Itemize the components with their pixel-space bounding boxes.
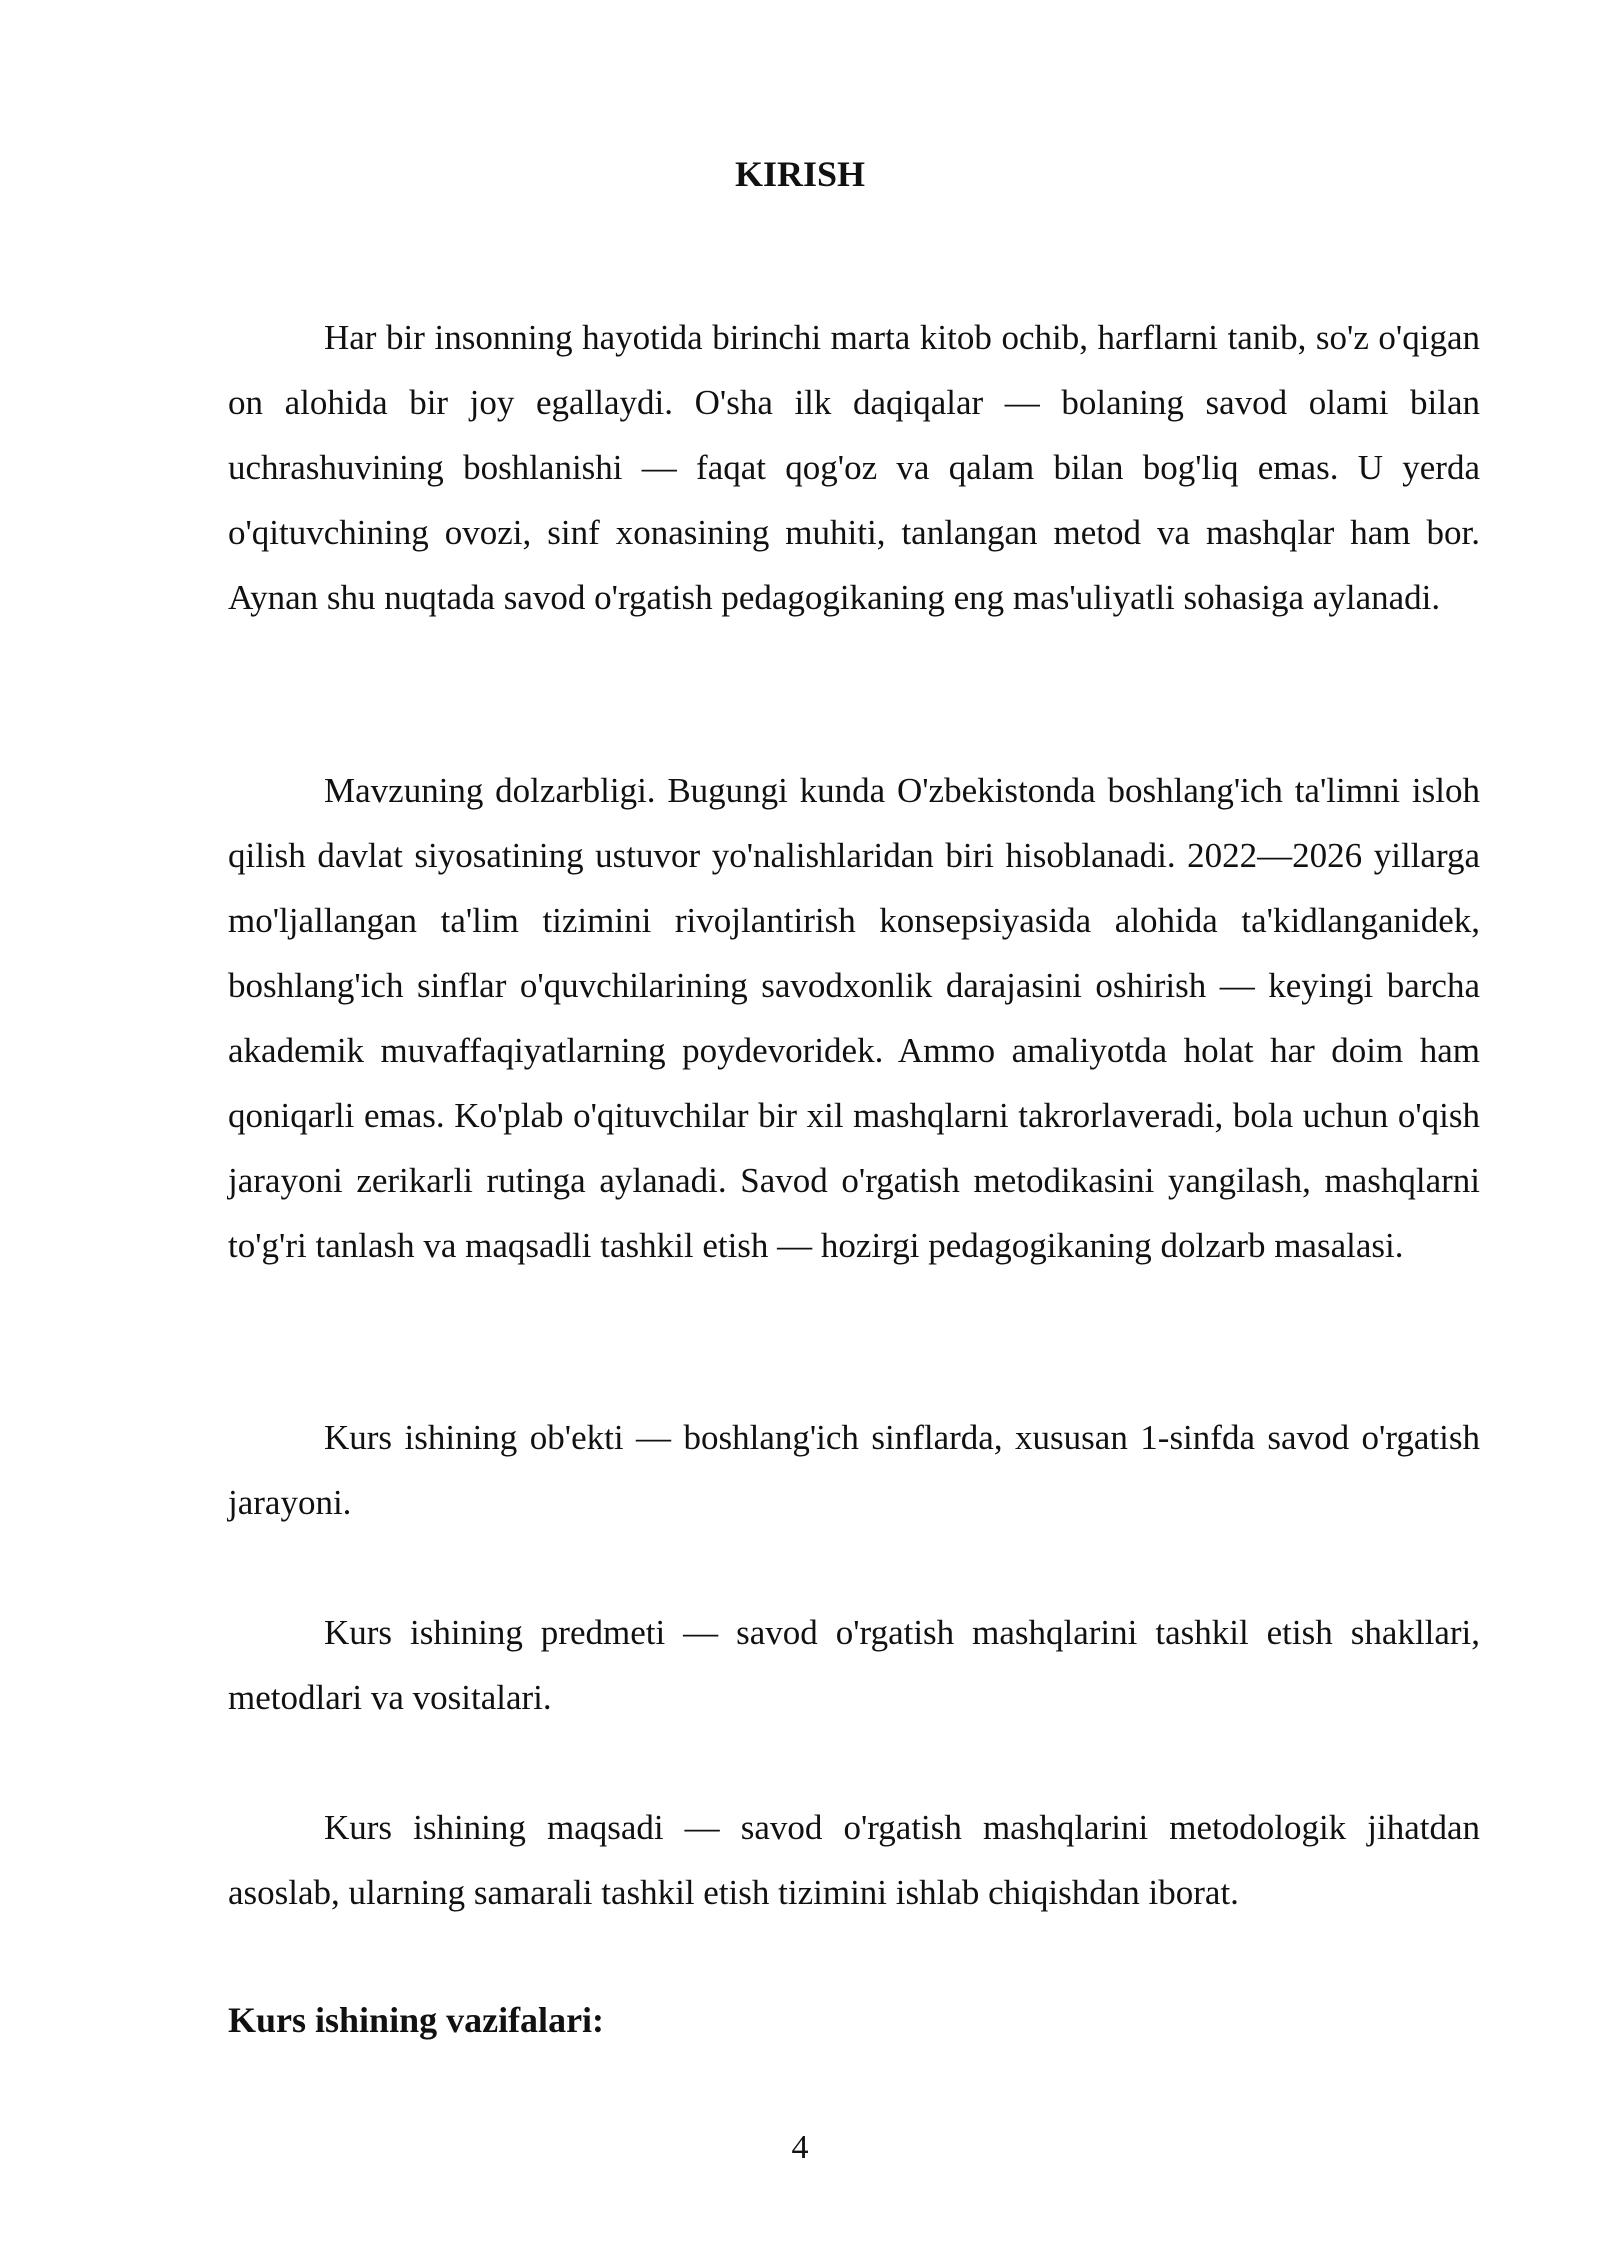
intro-paragraph: Har bir insonning hayotida birinchi marta kitob ochib, harflarni tanib, so'z o'qigan on alohida bir joy egallaydi. O'sha ilk daqiqalar — bolaning savod olami bilan uchrashuvining boshlanishi — faqat qog'oz va qalam bilan bog'liq emas. U yerda o'qituvchining ovozi, sinf xonasining muhiti, tanlangan metod va mashqlar ham bor. Aynan shu nuqtada savod o'rgatish pedagogikaning eng mas'uliyatli sohasiga aylanadi. xyxy=(228,318,1480,617)
page-number: 4 xyxy=(791,2129,809,2166)
goal-paragraph: Kurs ishining maqsadi — savod o'rgatish mashqlarini metodologik jihatdan asoslab, ularning samarali tashkil etish tizimini ishlab chiqishdan iborat. xyxy=(228,1808,1480,1912)
object-paragraph: Kurs ishining ob'ekti — boshlang'ich sinflarda, xususan 1-sinfda savod o'rgatish jarayoni. xyxy=(228,1418,1480,1522)
relevance-paragraph: Mavzuning dolzarbligi. Bugungi kunda O'zbekistonda boshlang'ich ta'limni isloh qilish davlat siyosatining ustuvor yo'nalishlaridan biri hisoblanadi. 2022—2026 yillarga mo'ljallangan ta'lim tizimini rivojlantirish konsepsiyasida alohida ta'kidlanganidek, boshlang'ich sinflar o'quvchilarining savodxonlik darajasini oshirish — keyingi barcha akademik muvaffaqiyatlarning poydevoridek. Ammo amaliyotda holat har doim ham qoniqarli emas. Ko'plab o'qituvchilar bir xil mashqlarni takrorlaveradi, bola uchun o'qish jarayoni zerikarli rutinga aylanadi. Savod o'rgatish metodikasini yangilash, mashqlarni to'g'ri tanlash va maqsadli tashkil etish — hozirgi pedagogikaning dolzarb masalasi. xyxy=(228,771,1480,1265)
tasks-heading: Kurs ishining vazifalari: xyxy=(228,2000,605,2040)
section-title: KIRISH xyxy=(734,154,866,194)
subject-paragraph: Kurs ishining predmeti — savod o'rgatish mashqlarini tashkil etish shakllari, metodlari va vositalari. xyxy=(228,1613,1480,1717)
